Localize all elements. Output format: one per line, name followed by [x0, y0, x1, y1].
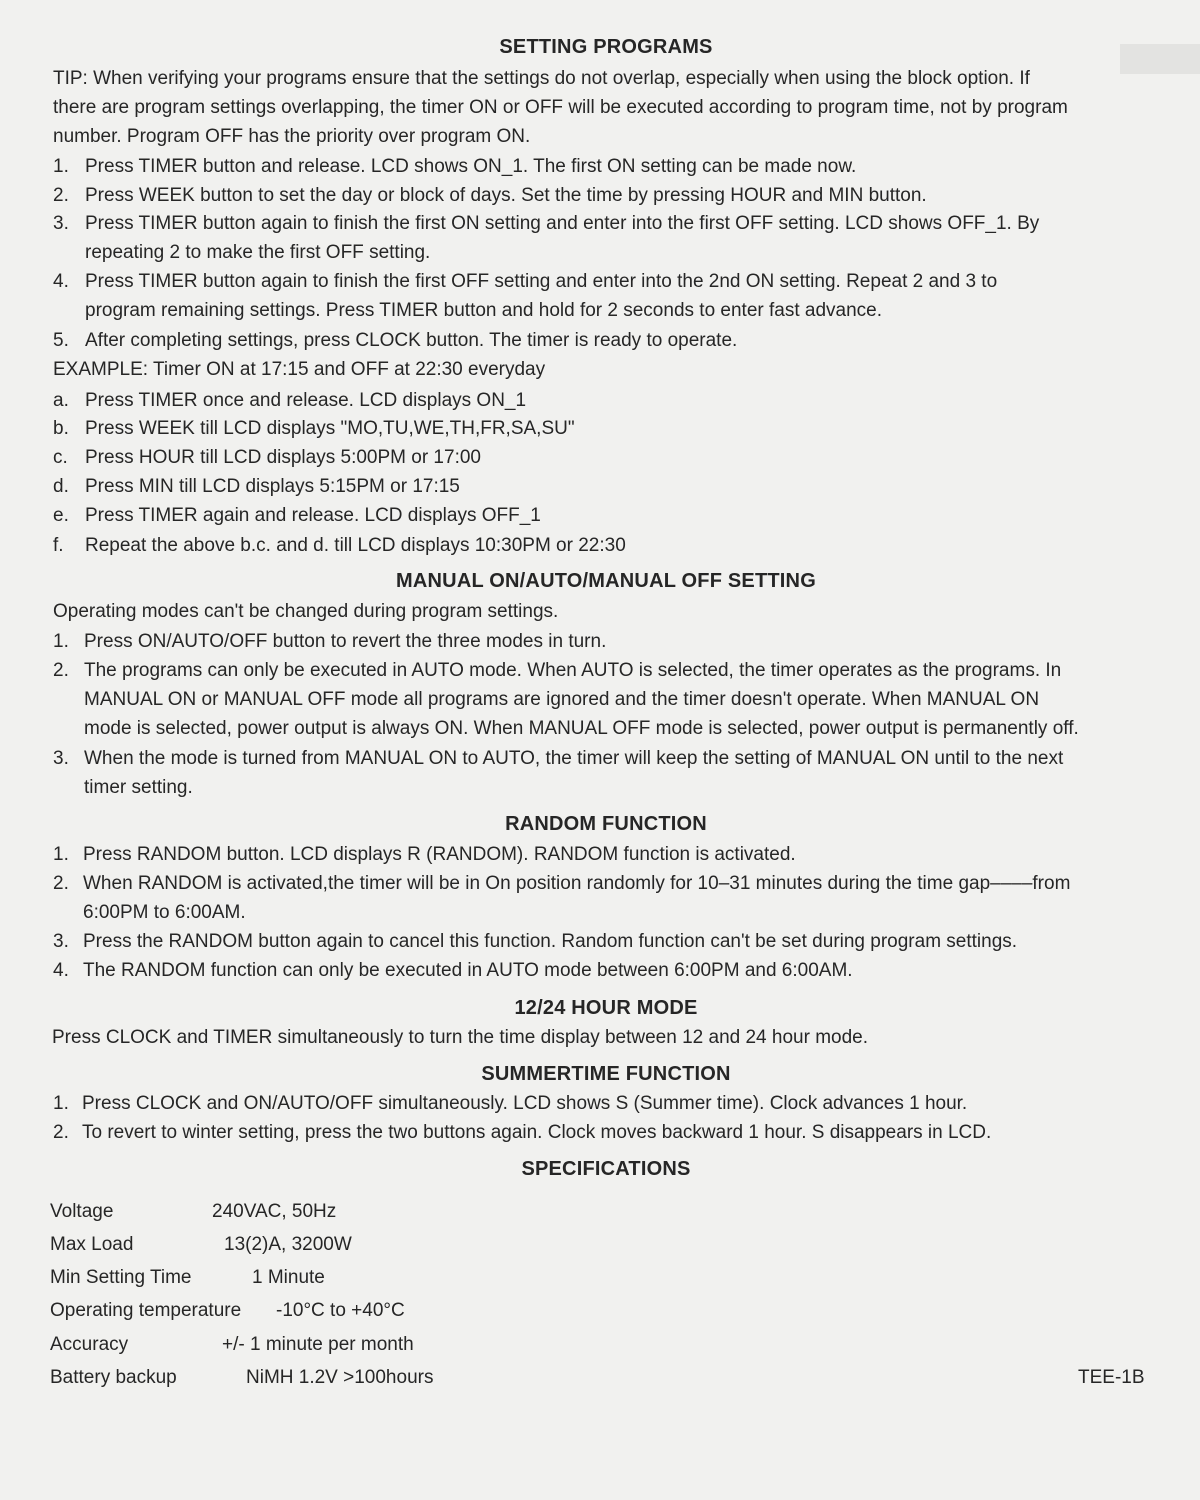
example-step-letter: e.: [53, 505, 69, 526]
setting-programs-heading: SETTING PROGRAMS: [499, 36, 713, 58]
example-step-text: Press TIMER again and release. LCD displays OFF_1: [85, 505, 541, 526]
step-text: Press the RANDOM button again to cancel this function. Random function can't be set during program settings.: [83, 931, 1018, 952]
spec-value-battery-backup: NiMH 1.2V >100hours: [246, 1367, 434, 1388]
step-number: 1.: [53, 156, 69, 177]
example-step-text: Repeat the above b.c. and d. till LCD displays 10:30PM or 22:30: [85, 535, 626, 556]
step-text: timer setting.: [84, 777, 193, 798]
example-step-text: Press TIMER once and release. LCD displays ON_1: [85, 390, 527, 411]
step-number: 5.: [53, 330, 69, 351]
step-text: Press ON/AUTO/OFF button to revert the three modes in turn.: [84, 631, 607, 652]
step-text: The programs can only be executed in AUTO mode. When AUTO is selected, the timer operates as the programs. In: [84, 660, 1062, 681]
example-step-letter: d.: [53, 476, 69, 497]
step-text: repeating 2 to make the first OFF setting.: [85, 242, 431, 263]
step-text: program remaining settings. Press TIMER button and hold for 2 seconds to enter fast advance.: [85, 300, 883, 321]
step-number: 1.: [53, 631, 69, 652]
spec-label-voltage: Voltage: [50, 1201, 114, 1222]
step-text: Press TIMER button and release. LCD shows ON_1. The first ON setting can be made now.: [85, 156, 857, 177]
step-text: Press CLOCK and ON/AUTO/OFF simultaneously. LCD shows S (Summer time). Clock advances 1 hour.: [82, 1093, 968, 1114]
step-text: Press TIMER button again to finish the first ON setting and enter into the first OFF setting. LCD shows OFF_1. By: [85, 213, 1040, 234]
step-text: Press TIMER button again to finish the first OFF setting and enter into the 2nd ON setting. Repeat 2 and 3 to: [85, 271, 998, 292]
step-number: 4.: [53, 271, 69, 292]
step-number: 2.: [53, 873, 69, 894]
hour-mode-heading: 12/24 HOUR MODE: [514, 997, 698, 1019]
random-function-heading: RANDOM FUNCTION: [505, 813, 707, 835]
example-step-letter: b.: [53, 418, 69, 439]
spec-label-max-load: Max Load: [50, 1234, 134, 1255]
example-step-text: Press HOUR till LCD displays 5:00PM or 17:00: [85, 447, 481, 468]
spec-value-max-load: 13(2)A, 3200W: [224, 1234, 352, 1255]
example-step-letter: a.: [53, 390, 69, 411]
spec-label-min-setting-time: Min Setting Time: [50, 1267, 192, 1288]
specifications-heading: SPECIFICATIONS: [521, 1158, 691, 1180]
step-number: 2.: [53, 185, 69, 206]
spec-value-voltage: 240VAC, 50Hz: [212, 1201, 337, 1222]
step-number: 2.: [53, 1122, 69, 1143]
spec-value-min-setting-time: 1 Minute: [252, 1267, 325, 1288]
step-text: 6:00PM to 6:00AM.: [83, 902, 246, 923]
tip-line: there are program settings overlapping, the timer ON or OFF will be executed according to program time, not by program: [53, 97, 1068, 118]
manual-setting-heading: MANUAL ON/AUTO/MANUAL OFF SETTING: [396, 570, 816, 592]
step-text: When the mode is turned from MANUAL ON to AUTO, the timer will keep the setting of MANUAL ON until to the next: [84, 748, 1064, 769]
spec-value-operating-temperature: -10°C to +40°C: [276, 1300, 405, 1321]
example-title: EXAMPLE: Timer ON at 17:15 and OFF at 22:30 everyday: [53, 359, 546, 380]
step-number: 4.: [53, 960, 69, 981]
step-number: 3.: [53, 931, 69, 952]
example-step-text: Press WEEK till LCD displays "MO,TU,WE,TH,FR,SA,SU": [85, 418, 575, 439]
manual-intro: Operating modes can't be changed during program settings.: [53, 601, 559, 622]
step-number: 3.: [53, 748, 69, 769]
model-code: TEE-1B: [1078, 1367, 1145, 1388]
hour-mode-text: Press CLOCK and TIMER simultaneously to turn the time display between 12 and 24 hour mode.: [52, 1027, 869, 1048]
step-text: The RANDOM function can only be executed in AUTO mode between 6:00PM and 6:00AM.: [83, 960, 853, 981]
step-number: 2.: [53, 660, 69, 681]
spec-label-operating-temperature: Operating temperature: [50, 1300, 242, 1321]
step-text: Press RANDOM button. LCD displays R (RANDOM). RANDOM function is activated.: [83, 844, 796, 865]
step-number: 1.: [53, 844, 69, 865]
spec-label-battery-backup: Battery backup: [50, 1367, 177, 1388]
step-number: 3.: [53, 213, 69, 234]
step-text: When RANDOM is activated,the timer will be in On position randomly for 10–31 minutes during the time gap––––from: [83, 873, 1071, 894]
step-text: mode is selected, power output is always ON. When MANUAL OFF mode is selected, power output is permanently off.: [84, 718, 1079, 739]
step-text: To revert to winter setting, press the two buttons again. Clock moves backward 1 hour. S disappears in LCD.: [82, 1122, 992, 1143]
example-step-letter: c.: [53, 447, 68, 468]
step-text: MANUAL ON or MANUAL OFF mode all programs are ignored and the timer doesn't operate. When MANUAL ON: [84, 689, 1040, 710]
example-step-text: Press MIN till LCD displays 5:15PM or 17:15: [85, 476, 460, 497]
summertime-heading: SUMMERTIME FUNCTION: [481, 1063, 731, 1085]
tip-line: number. Program OFF has the priority over program ON.: [53, 126, 531, 147]
example-step-letter: f.: [53, 535, 64, 556]
step-text: After completing settings, press CLOCK button. The timer is ready to operate.: [85, 330, 738, 351]
spec-value-accuracy: +/- 1 minute per month: [222, 1334, 414, 1355]
tip-line: TIP: When verifying your programs ensure that the settings do not overlap, especially when using the block option. If: [53, 68, 1030, 89]
step-text: Press WEEK button to set the day or block of days. Set the time by pressing HOUR and MIN button.: [85, 185, 927, 206]
step-number: 1.: [53, 1093, 69, 1114]
spec-label-accuracy: Accuracy: [50, 1334, 129, 1355]
